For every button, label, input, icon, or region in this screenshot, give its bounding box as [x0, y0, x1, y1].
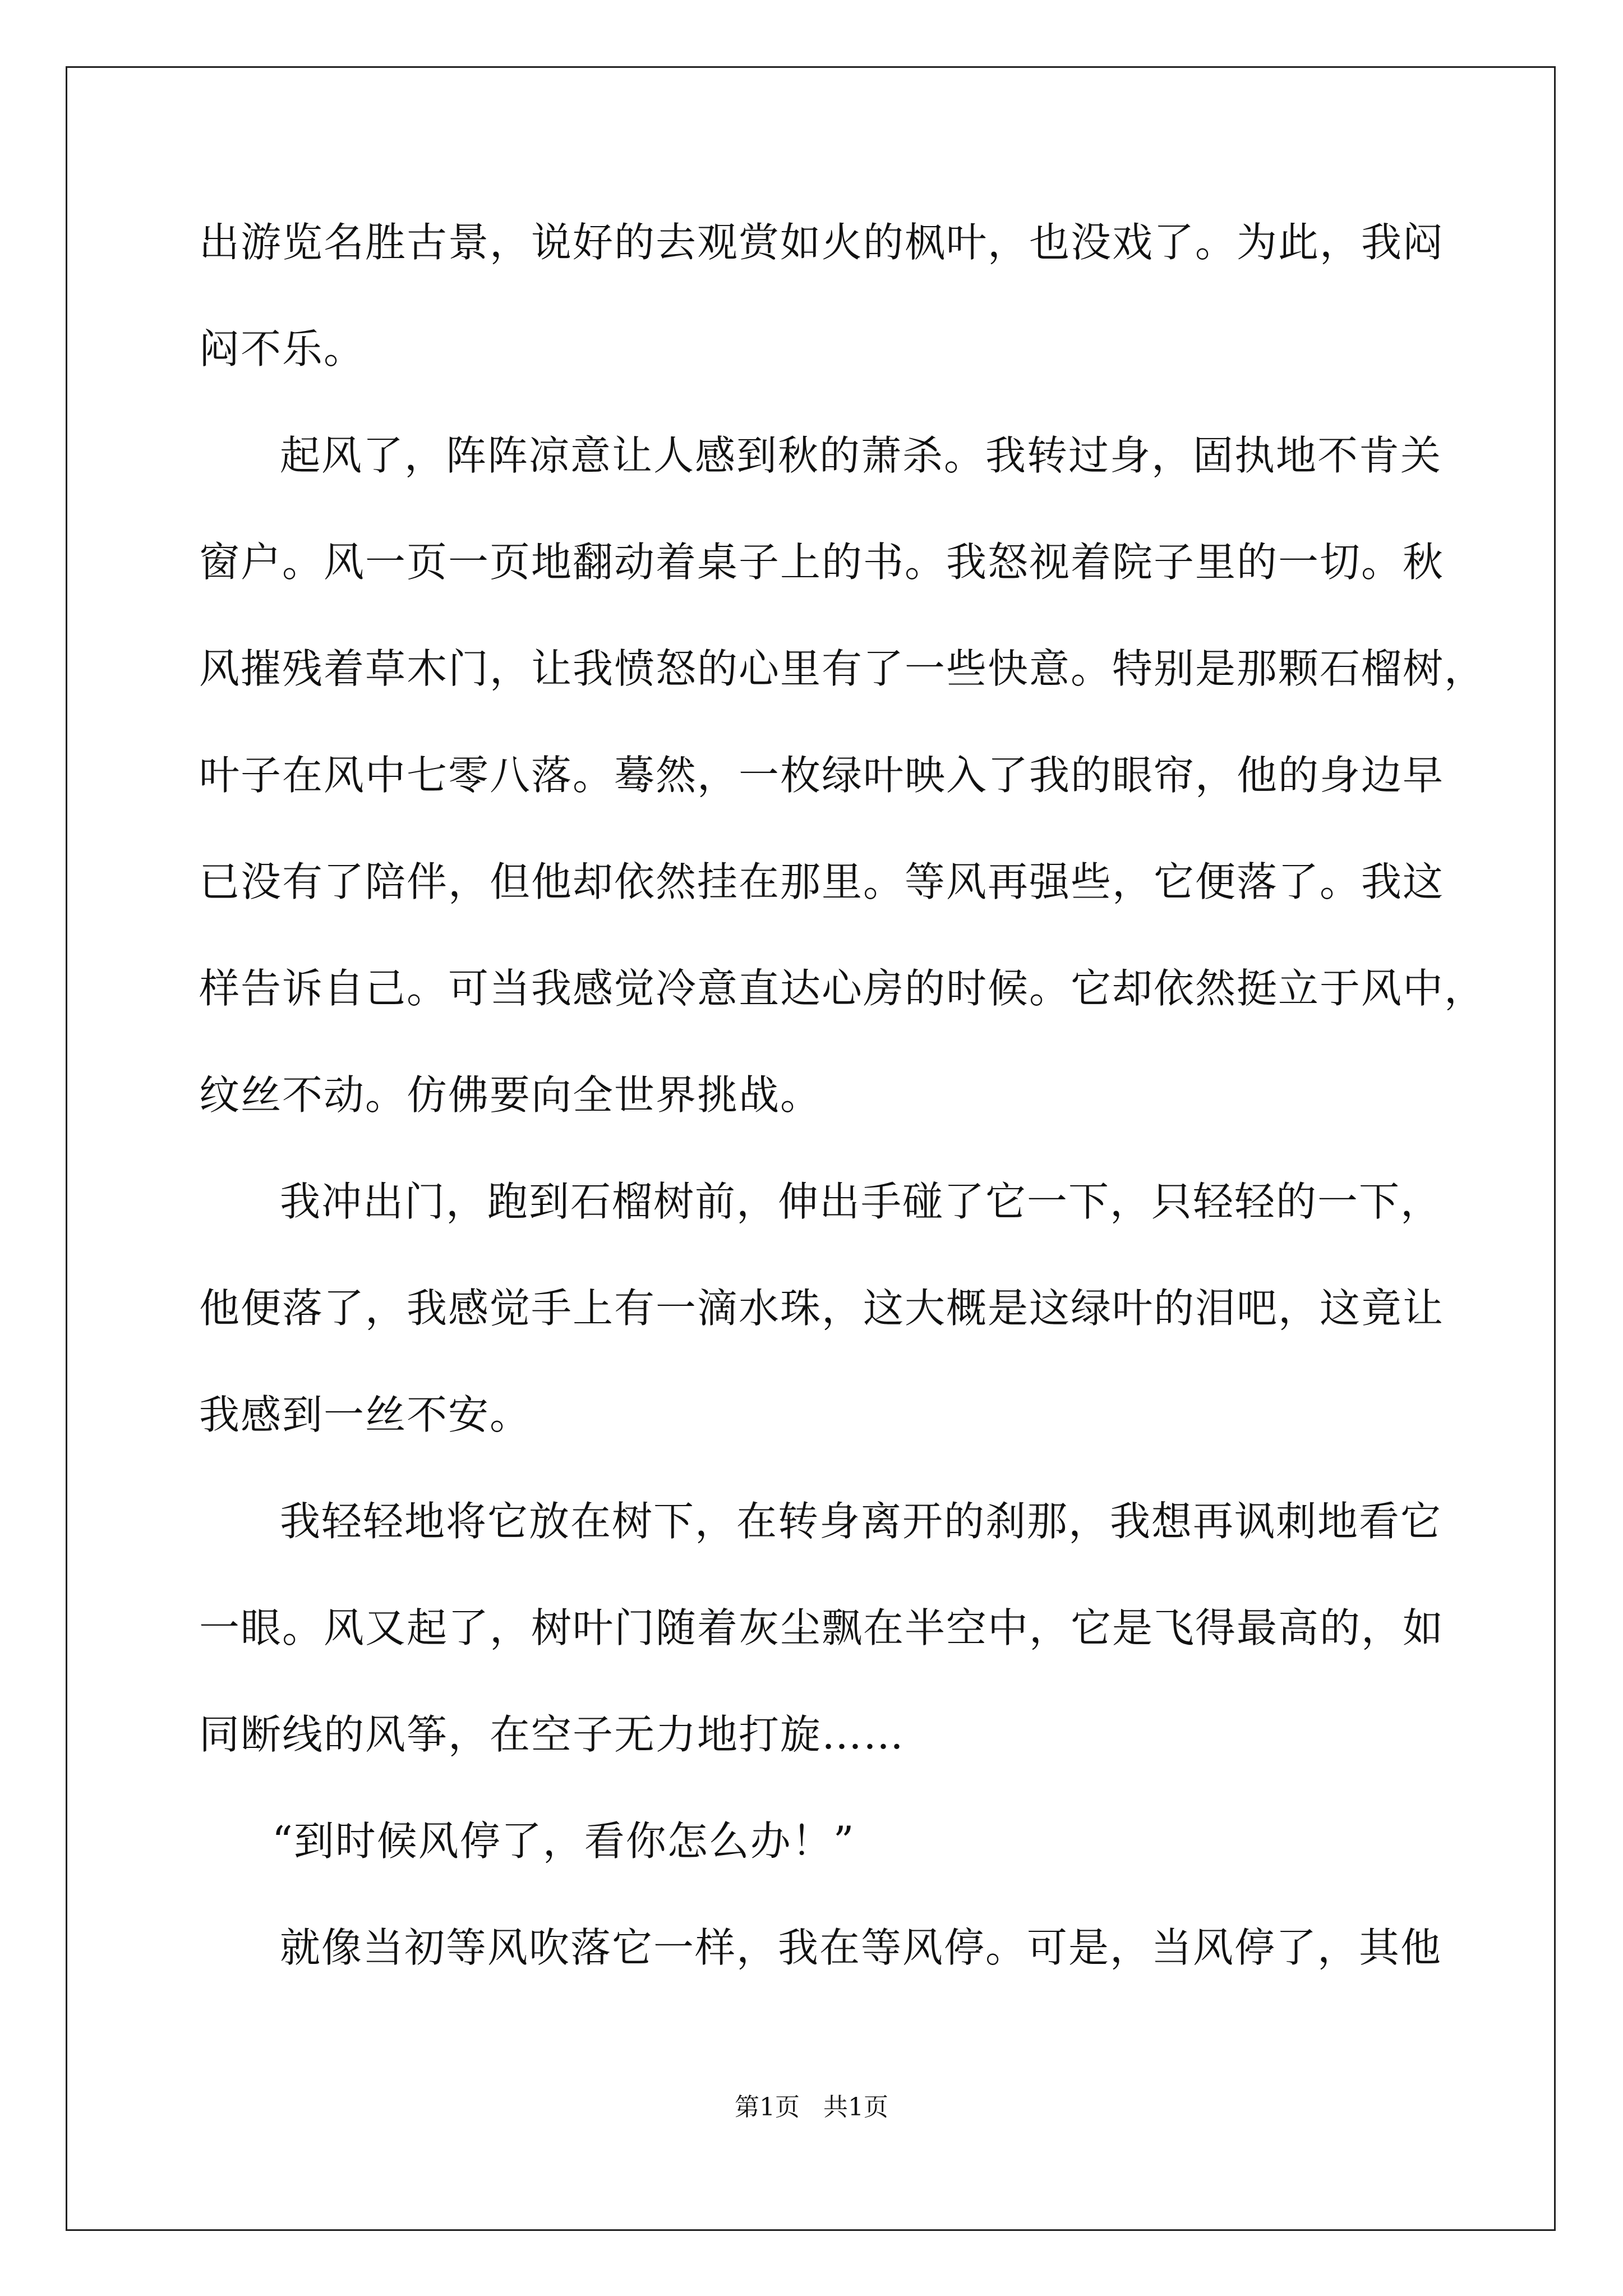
text-line: 一眼。风又起了，树叶门随着灰尘飘在半空中，它是飞得最高的，如 [199, 1604, 1445, 1651]
text-line: 样告诉自己。可当我感觉冷意直达心房的时候。它却依然挺立于风中， [199, 965, 1486, 1012]
page-border [66, 66, 1556, 2231]
text-line: 我冲出门，跑到石榴树前，伸出手碰了它一下，只轻轻的一下， [280, 1178, 1442, 1225]
text-line: 起风了，阵阵凉意让人感到秋的萧杀。我转过身，固执地不肯关 [280, 432, 1442, 479]
text-line: 我轻轻地将它放在树下，在转身离开的刹那，我想再讽刺地看它 [280, 1498, 1442, 1545]
text-line: 出游览名胜古景，说好的去观赏如火的枫叶，也没戏了。为此，我闷 [199, 219, 1445, 266]
text-line: “到时候风停了，看你怎么办！” [272, 1818, 855, 1865]
page-number-footer: 第1页 共1页 [735, 2093, 888, 2122]
text-line: 我感到一丝不安。 [199, 1391, 532, 1438]
text-line: 同断线的风筝，在空子无力地打旋…… [199, 1711, 905, 1758]
text-line: 风摧残着草木门，让我愤怒的心里有了一些快意。特别是那颗石榴树， [199, 645, 1486, 692]
text-line: 窗户。风一页一页地翻动着桌子上的书。我怒视着院子里的一切。秋 [199, 539, 1445, 586]
text-line: 他便落了，我感觉手上有一滴水珠，这大概是这绿叶的泪吧，这竟让 [199, 1285, 1445, 1332]
text-line: 就像当初等风吹落它一样，我在等风停。可是，当风停了，其他 [280, 1924, 1442, 1971]
text-line: 叶子在风中七零八落。蓦然，一枚绿叶映入了我的眼帘，他的身边早 [199, 752, 1445, 799]
text-line: 已没有了陪伴，但他却依然挂在那里。等风再强些，它便落了。我这 [199, 858, 1445, 905]
text-line: 纹丝不动。仿佛要向全世界挑战。 [199, 1071, 822, 1119]
text-line: 闷不乐。 [199, 325, 366, 372]
